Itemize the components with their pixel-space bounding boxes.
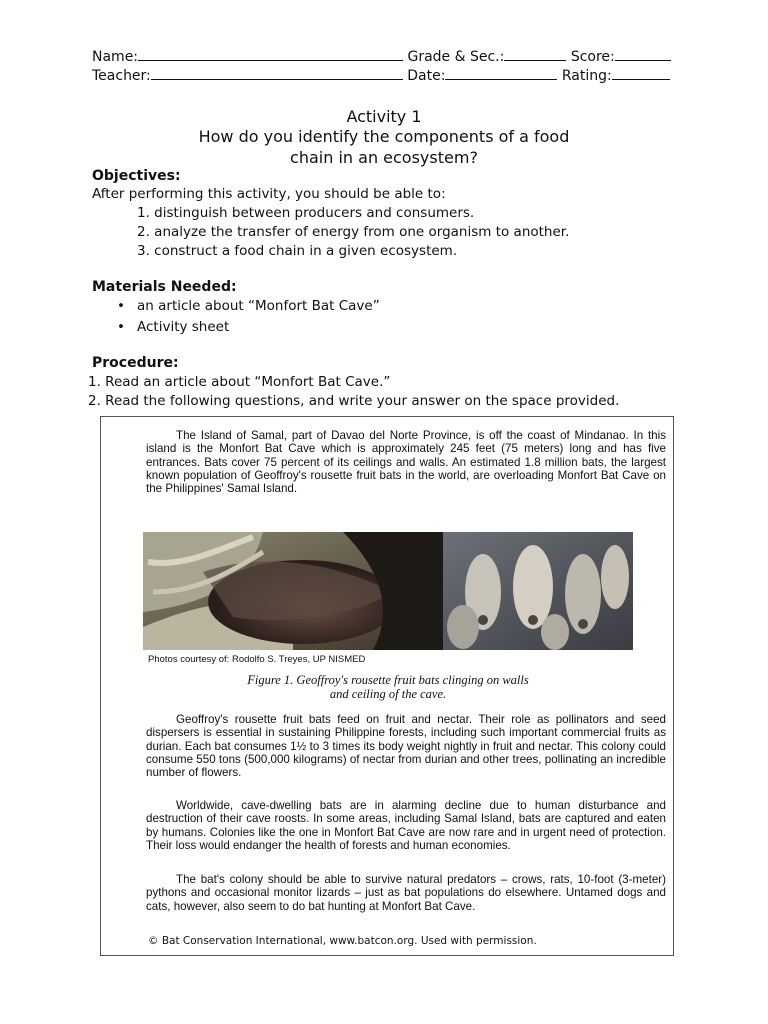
article-paragraph-3: Worldwide, cave-dwelling bats are in alarming decline due to human disturbance and destruction of their cave roosts. In some areas, including Samal Island, bats are captured and eaten by humans. Colonies like the one in Monfort Bat Cave are now rare and in urgent need of protection. Their loss would endanger the health of forests and human economies. xyxy=(146,799,666,852)
material-item: an article about “Monfort Bat Cave” xyxy=(137,298,380,314)
header-row-2 xyxy=(92,66,670,84)
hanging-bats-photo xyxy=(443,532,633,650)
objectives-heading: Objectives: xyxy=(92,168,181,184)
date-label: Date: xyxy=(407,68,446,84)
material-item: Activity sheet xyxy=(137,319,230,335)
rating-label: Rating: xyxy=(561,68,612,84)
objective-item: 2. analyze the transfer of energy from one organism to another. xyxy=(137,224,570,240)
objective-item: 1. distinguish between producers and consumers. xyxy=(137,205,475,221)
article-box xyxy=(100,416,674,956)
activity-number: Activity 1 xyxy=(346,107,422,126)
materials-heading: Materials Needed: xyxy=(92,279,237,295)
material-bullet-icon: • xyxy=(117,319,125,335)
header-row-1 xyxy=(92,47,671,65)
rating-field[interactable] xyxy=(612,66,670,80)
procedure-step: 1. Read an article about “Monfort Bat Cave.” xyxy=(88,374,391,390)
procedure-heading: Procedure: xyxy=(92,355,179,371)
figure-caption-line2: and ceiling of the cave. xyxy=(329,687,447,701)
activity-question-line1: How do you identify the components of a food xyxy=(198,127,570,146)
figure-caption-line1: Figure 1. Geoffroy's rousette fruit bats clinging on walls xyxy=(247,673,529,687)
article-paragraph-1: The Island of Samal, part of Davao del Norte Province, is off the coast of Mindanao. In this island is the Monfort Bat Cave which is approximately 245 feet (75 meters) long and has five entrances. Bats cover 75 percent of its ceilings and walls. An estimated 1.8 million bats, the largest known population of Geoffroy's rousette fruit bats in the world, are overloading Monfort Bat Cave on the Philippines' Samal Island. xyxy=(146,429,666,496)
copyright-notice: © Bat Conservation International, www.batcon.org. Used with permission. xyxy=(148,935,537,947)
name-field[interactable] xyxy=(138,47,403,61)
grade-field[interactable] xyxy=(504,47,566,61)
photo-credit: Photos courtesy of: Rodolfo S. Treyes, UP NISMED xyxy=(148,654,366,665)
article-paragraph-2: Geoffroy's rousette fruit bats feed on fruit and nectar. Their role as pollinators and seed dispersers is essential in sustaining Philippine forests, including such important commercial fruits as durian. Each bat consumes 1½ to 3 times its body weight nightly in fruit and nectar. This colony could consume 550 tons (500,000 kilograms) of nectar from durian and other trees, pollinating an incredible number of flowers. xyxy=(146,713,666,780)
material-bullet-icon: • xyxy=(117,298,125,314)
score-field[interactable] xyxy=(615,47,671,61)
procedure-step: 2. Read the following questions, and write your answer on the space provided. xyxy=(88,393,620,409)
date-field[interactable] xyxy=(445,66,557,80)
grade-label: Grade & Sec.: xyxy=(407,49,505,65)
teacher-field[interactable] xyxy=(151,66,403,80)
article-paragraph-4: The bat's colony should be able to survive natural predators – crows, rats, 10-foot (3-meter) pythons and occasional monitor lizards – just as bat populations do elsewhere. Untamed dogs and cats, however, also seem to do bat hunting at Monfort Bat Cave. xyxy=(146,873,666,913)
name-label: Name: xyxy=(92,49,139,65)
teacher-label: Teacher: xyxy=(92,68,151,84)
objectives-intro: After performing this activity, you should be able to: xyxy=(92,186,446,202)
score-label: Score: xyxy=(570,49,615,65)
activity-question-line2: chain in an ecosystem? xyxy=(290,148,478,167)
objective-item: 3. construct a food chain in a given ecosystem. xyxy=(137,243,458,259)
cave-wall-photo xyxy=(143,532,443,650)
